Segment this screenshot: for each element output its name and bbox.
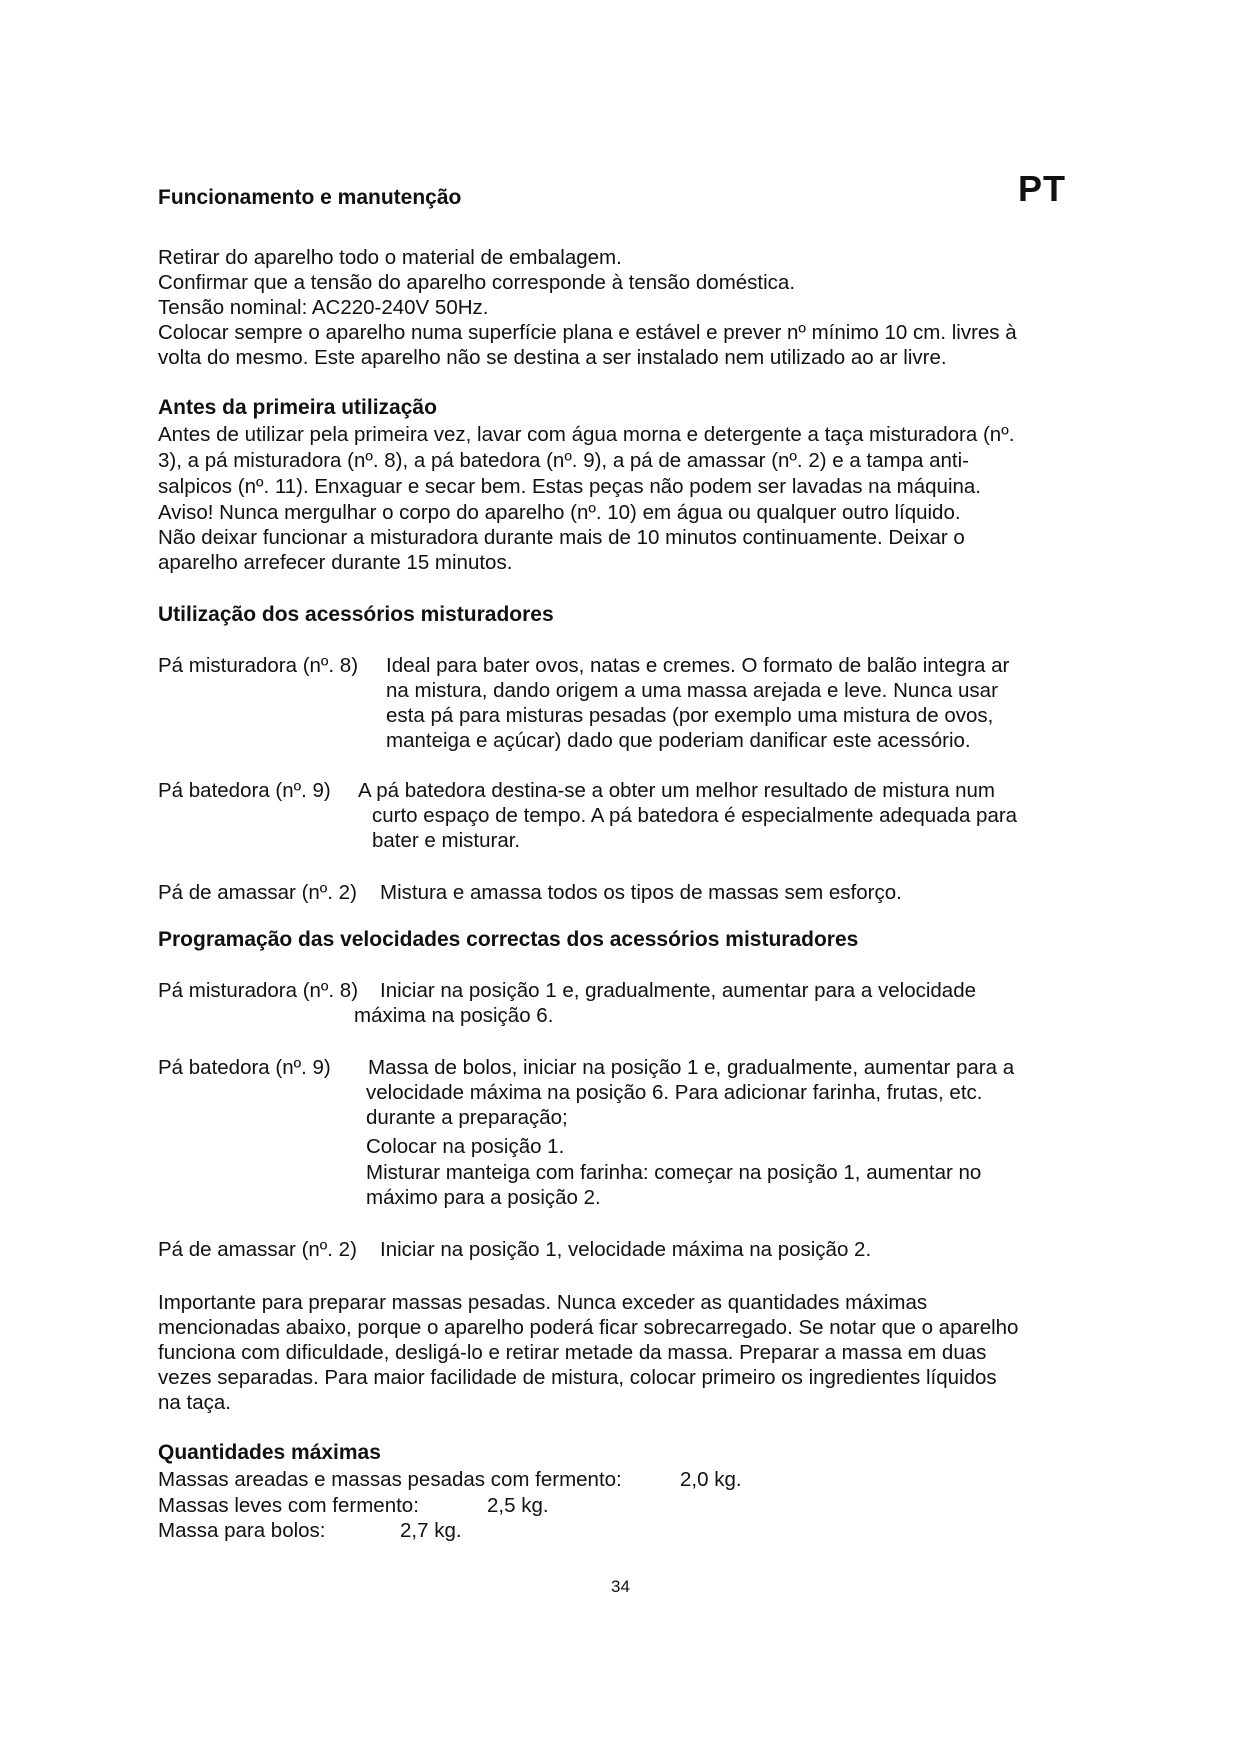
important-line: funciona com dificuldade, desligá-lo e retirar metade da massa. Preparar a massa em duas xyxy=(158,1341,987,1364)
accessory-label: Pá de amassar (nº. 2) xyxy=(158,881,357,904)
speed-desc: Iniciar na posição 1, velocidade máxima na posição 2. xyxy=(380,1238,872,1261)
speed-label: Pá de amassar (nº. 2) xyxy=(158,1238,357,1261)
accessory-desc: manteiga e açúcar) dado que poderiam danificar este acessório. xyxy=(386,729,971,752)
accessory-label: Pá misturadora (nº. 8) xyxy=(158,654,359,677)
first-use-line: Antes de utilizar pela primeira vez, lavar com água morna e detergente a taça misturadora (nº. xyxy=(158,423,1015,446)
accessory-desc: Mistura e amassa todos os tipos de massas sem esforço. xyxy=(380,881,902,904)
quantity-value: 2,5 kg. xyxy=(487,1494,549,1517)
speed-label: Pá batedora (nº. 9) xyxy=(158,1056,331,1079)
important-line: na taça. xyxy=(158,1391,231,1414)
accessory-desc: curto espaço de tempo. A pá batedora é especialmente adequada para xyxy=(372,804,1018,827)
first-use-line: aparelho arrefecer durante 15 minutos. xyxy=(158,551,513,574)
intro-line: Colocar sempre o aparelho numa superfície plana e estável e prever nº mínimo 10 cm. livres à xyxy=(158,321,1017,344)
important-line: mencionadas abaixo, porque o aparelho poderá ficar sobrecarregado. Se notar que o aparelho xyxy=(158,1316,1019,1339)
accessory-desc: A pá batedora destina-se a obter um melhor resultado de mistura num xyxy=(358,779,995,802)
accessory-label: Pá batedora (nº. 9) xyxy=(158,779,331,802)
speed-desc: máxima na posição 6. xyxy=(354,1004,554,1027)
speed-desc: Iniciar na posição 1 e, gradualmente, aumentar para a velocidade xyxy=(380,979,977,1002)
speed-desc: Massa de bolos, iniciar na posição 1 e, gradualmente, aumentar para a xyxy=(368,1056,1015,1079)
quantity-value: 2,0 kg. xyxy=(680,1468,742,1491)
speed-desc: Misturar manteiga com farinha: começar na posição 1, aumentar no xyxy=(366,1161,982,1184)
quantity-label: Massas areadas e massas pesadas com fermento: xyxy=(158,1468,622,1491)
speed-desc: durante a preparação; xyxy=(366,1106,568,1129)
quantity-label: Massa para bolos: xyxy=(158,1519,326,1542)
intro-line: Tensão nominal: AC220-240V 50Hz. xyxy=(158,296,489,319)
speeds-title: Programação das velocidades correctas dos acessórios misturadores xyxy=(158,928,859,951)
important-line: vezes separadas. Para maior facilidade de mistura, colocar primeiro os ingredientes líquidos xyxy=(158,1366,997,1389)
speed-desc: velocidade máxima na posição 6. Para adicionar farinha, frutas, etc. xyxy=(366,1081,983,1104)
speed-label: Pá misturadora (nº. 8) xyxy=(158,979,359,1002)
intro-line: Confirmar que a tensão do aparelho corresponde à tensão doméstica. xyxy=(158,271,796,294)
important-line: Importante para preparar massas pesadas. Nunca exceder as quantidades máximas xyxy=(158,1291,928,1314)
intro-line: volta do mesmo. Este aparelho não se destina a ser instalado nem utilizado ao ar livre. xyxy=(158,346,947,369)
first-use-line: Não deixar funcionar a misturadora durante mais de 10 minutos continuamente. Deixar o xyxy=(158,526,965,549)
max-quantities-title: Quantidades máximas xyxy=(158,1441,381,1464)
speed-desc: Colocar na posição 1. xyxy=(366,1135,565,1158)
accessory-desc: bater e misturar. xyxy=(372,829,521,852)
accessory-desc: na mistura, dando origem a uma massa arejada e leve. Nunca usar xyxy=(386,679,998,702)
quantity-value: 2,7 kg. xyxy=(400,1519,462,1542)
section-title: Funcionamento e manutenção xyxy=(158,186,462,209)
first-use-title: Antes da primeira utilização xyxy=(158,396,437,419)
accessory-desc: Ideal para bater ovos, natas e cremes. O formato de balão integra ar xyxy=(386,654,1010,677)
page-number: 34 xyxy=(611,1577,630,1596)
accessories-title: Utilização dos acessórios misturadores xyxy=(158,603,554,626)
speed-desc: máximo para a posição 2. xyxy=(366,1186,601,1209)
first-use-line: 3), a pá misturadora (nº. 8), a pá batedora (nº. 9), a pá de amassar (nº. 2) e a tampa anti- xyxy=(158,449,969,472)
first-use-line: Aviso! Nunca mergulhar o corpo do aparelho (nº. 10) em água ou qualquer outro líquido. xyxy=(158,501,961,524)
accessory-desc: esta pá para misturas pesadas (por exemplo uma mistura de ovos, xyxy=(386,704,994,727)
language-code: PT xyxy=(1018,168,1067,209)
quantity-label: Massas leves com fermento: xyxy=(158,1494,419,1517)
first-use-line: salpicos (nº. 11). Enxaguar e secar bem. Estas peças não podem ser lavadas na máquina. xyxy=(158,475,982,498)
intro-line: Retirar do aparelho todo o material de embalagem. xyxy=(158,246,622,269)
